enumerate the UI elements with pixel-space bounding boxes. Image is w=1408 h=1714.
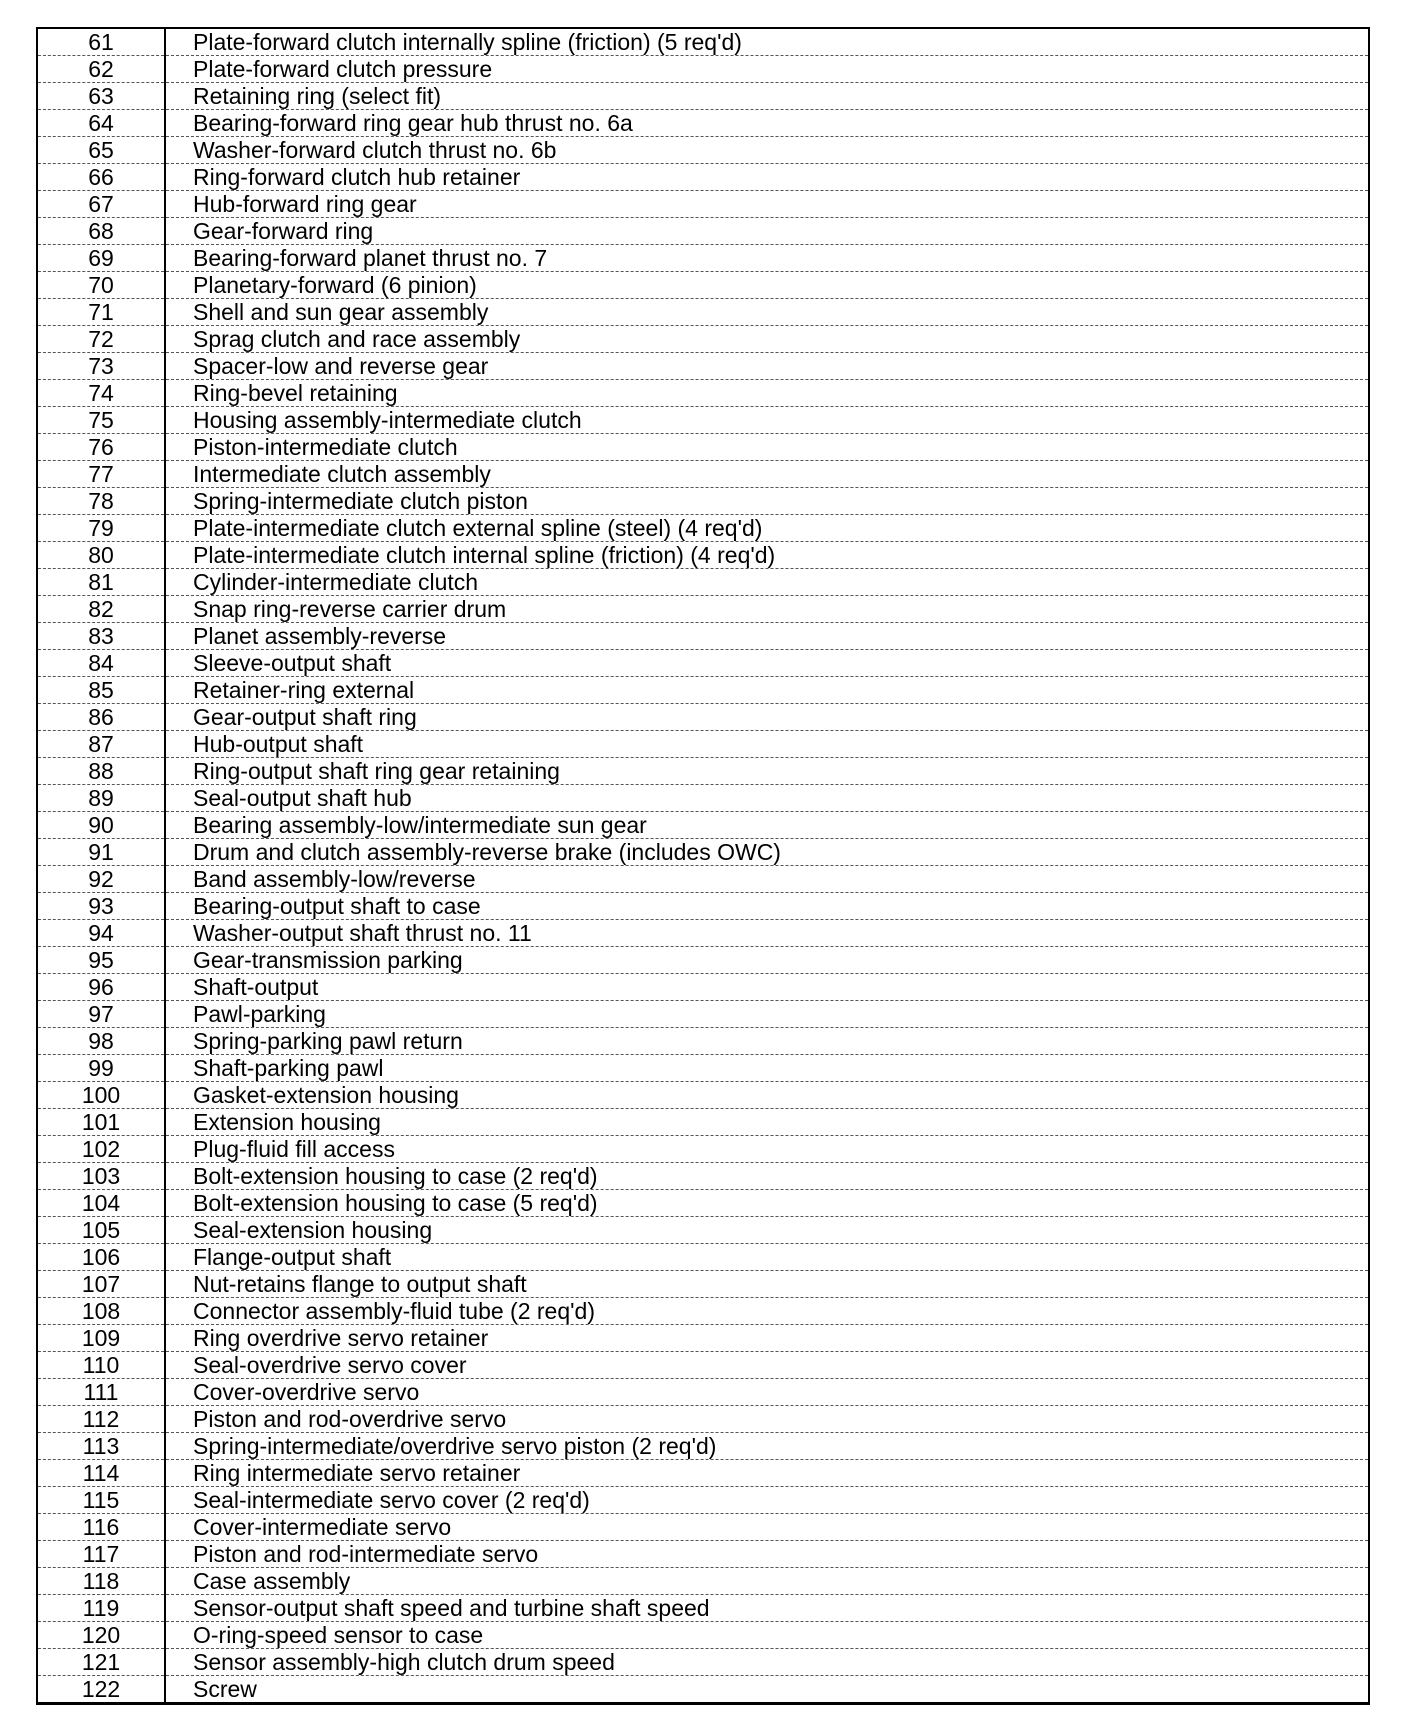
item-description: Intermediate clutch assembly — [165, 461, 1369, 488]
item-number: 95 — [37, 947, 165, 974]
item-description: Housing assembly-intermediate clutch — [165, 407, 1369, 434]
table-row — [37, 1514, 1369, 1541]
table-row — [37, 110, 1369, 137]
item-description: Washer-output shaft thrust no. 11 — [165, 920, 1369, 947]
item-number: 94 — [37, 920, 165, 947]
table-row — [37, 974, 1369, 1001]
table-row — [37, 677, 1369, 704]
item-number: 111 — [37, 1379, 165, 1406]
item-number: 83 — [37, 623, 165, 650]
item-number: 79 — [37, 515, 165, 542]
item-description: Bolt-extension housing to case (2 req'd) — [165, 1163, 1369, 1190]
item-number: 85 — [37, 677, 165, 704]
table-row — [37, 488, 1369, 515]
item-description: Piston and rod-intermediate servo — [165, 1541, 1369, 1568]
table-row — [37, 1487, 1369, 1514]
item-description: Bearing-forward planet thrust no. 7 — [165, 245, 1369, 272]
table-row — [37, 461, 1369, 488]
item-description: Spacer-low and reverse gear — [165, 353, 1369, 380]
table-row — [37, 299, 1369, 326]
item-description: Gasket-extension housing — [165, 1082, 1369, 1109]
table-row — [37, 1109, 1369, 1136]
item-number: 105 — [37, 1217, 165, 1244]
item-description: Cover-intermediate servo — [165, 1514, 1369, 1541]
item-number: 93 — [37, 893, 165, 920]
item-description: Seal-extension housing — [165, 1217, 1369, 1244]
item-description: Gear-forward ring — [165, 218, 1369, 245]
item-number: 113 — [37, 1433, 165, 1460]
item-number: 120 — [37, 1622, 165, 1649]
table-row — [37, 839, 1369, 866]
item-number: 110 — [37, 1352, 165, 1379]
item-description: Band assembly-low/reverse — [165, 866, 1369, 893]
item-number: 90 — [37, 812, 165, 839]
item-description: Screw — [193, 1676, 257, 1702]
table-row — [37, 245, 1369, 272]
item-description: Ring-bevel retaining — [165, 380, 1369, 407]
table-row — [37, 1541, 1369, 1568]
item-number: 98 — [37, 1028, 165, 1055]
item-number: 73 — [37, 353, 165, 380]
item-description: Shaft-output — [165, 974, 1369, 1001]
item-description: Nut-retains flange to output shaft — [165, 1271, 1369, 1298]
item-number: 84 — [37, 650, 165, 677]
item-description: Bearing assembly-low/intermediate sun gear — [165, 812, 1369, 839]
item-number: 91 — [37, 839, 165, 866]
item-description: Case assembly — [165, 1568, 1369, 1595]
item-number: 112 — [37, 1406, 165, 1433]
item-number: 78 — [37, 488, 165, 515]
item-number: 65 — [37, 137, 165, 164]
table-row — [37, 1460, 1369, 1487]
item-number: 100 — [37, 1082, 165, 1109]
item-description: Ring overdrive servo retainer — [165, 1325, 1369, 1352]
table-row — [37, 1325, 1369, 1352]
item-number: 64 — [37, 110, 165, 137]
table-row — [37, 812, 1369, 839]
item-description: Seal-overdrive servo cover — [165, 1352, 1369, 1379]
item-description: Plate-intermediate clutch internal spline (friction) (4 req'd) — [165, 542, 1369, 569]
item-number: 87 — [37, 731, 165, 758]
item-description: Piston-intermediate clutch — [165, 434, 1369, 461]
table-row — [37, 353, 1369, 380]
table-row — [37, 1136, 1369, 1163]
table-row — [37, 758, 1369, 785]
item-number: 116 — [37, 1514, 165, 1541]
item-description: Bearing-forward ring gear hub thrust no. 6a — [165, 110, 1369, 137]
item-description: Sleeve-output shaft — [165, 650, 1369, 677]
item-number: 88 — [37, 758, 165, 785]
item-number: 74 — [37, 380, 165, 407]
table-row — [37, 893, 1369, 920]
table-row — [37, 1379, 1369, 1406]
table-row — [37, 137, 1369, 164]
item-number: 117 — [37, 1541, 165, 1568]
item-number: 63 — [37, 83, 165, 110]
table-row — [37, 947, 1369, 974]
table-row — [37, 1433, 1369, 1460]
table-row — [37, 515, 1369, 542]
table-row — [37, 866, 1369, 893]
item-description: Pawl-parking — [165, 1001, 1369, 1028]
item-number: 114 — [37, 1460, 165, 1487]
item-number: 86 — [37, 704, 165, 731]
table-row — [37, 1406, 1369, 1433]
item-description: Ring-output shaft ring gear retaining — [165, 758, 1369, 785]
item-description: Gear-output shaft ring — [165, 704, 1369, 731]
item-description: Bearing-output shaft to case — [165, 893, 1369, 920]
item-number: 68 — [37, 218, 165, 245]
table-row — [37, 1244, 1369, 1271]
item-number: 62 — [37, 56, 165, 83]
item-description: Spring-intermediate/overdrive servo piston (2 req'd) — [165, 1433, 1369, 1460]
item-number: 101 — [37, 1109, 165, 1136]
item-description: Ring intermediate servo retainer — [165, 1460, 1369, 1487]
table-row — [37, 1163, 1369, 1190]
item-description: Retainer-ring external — [165, 677, 1369, 704]
table-row — [37, 1352, 1369, 1379]
item-number: 122 — [37, 1676, 165, 1704]
item-description: Hub-forward ring gear — [165, 191, 1369, 218]
item-number: 96 — [37, 974, 165, 1001]
item-number: 89 — [37, 785, 165, 812]
table-row — [37, 1271, 1369, 1298]
item-number: 97 — [37, 1001, 165, 1028]
item-description: Plate-forward clutch internally spline (friction) (5 req'd) — [165, 28, 1369, 56]
table-row — [37, 1649, 1369, 1676]
table-row — [37, 1082, 1369, 1109]
table-row — [37, 1055, 1369, 1082]
table-row — [37, 785, 1369, 812]
item-number: 115 — [37, 1487, 165, 1514]
item-description: Retaining ring (select fit) — [165, 83, 1369, 110]
table-row — [37, 569, 1369, 596]
item-number: 72 — [37, 326, 165, 353]
item-description: Piston and rod-overdrive servo — [165, 1406, 1369, 1433]
item-number: 107 — [37, 1271, 165, 1298]
table-row — [37, 1298, 1369, 1325]
table-row — [37, 1028, 1369, 1055]
item-number: 102 — [37, 1136, 165, 1163]
item-description: Gear-transmission parking — [165, 947, 1369, 974]
item-description: Snap ring-reverse carrier drum — [165, 596, 1369, 623]
item-number: 108 — [37, 1298, 165, 1325]
item-description: Planet assembly-reverse — [165, 623, 1369, 650]
item-description: Seal-output shaft hub — [165, 785, 1369, 812]
table-row — [37, 407, 1369, 434]
item-number: 75 — [37, 407, 165, 434]
item-description: Cover-overdrive servo — [165, 1379, 1369, 1406]
table-row — [37, 704, 1369, 731]
item-description: Hub-output shaft — [165, 731, 1369, 758]
table-row — [37, 434, 1369, 461]
item-description: Plug-fluid fill access — [165, 1136, 1369, 1163]
table-row — [37, 542, 1369, 569]
parts-table-body — [37, 28, 1369, 1704]
table-row — [37, 1190, 1369, 1217]
item-description: Flange-output shaft — [165, 1244, 1369, 1271]
item-description: Sprag clutch and race assembly — [165, 326, 1369, 353]
parts-table — [36, 27, 1370, 1705]
item-number: 77 — [37, 461, 165, 488]
item-number: 81 — [37, 569, 165, 596]
item-number: 69 — [37, 245, 165, 272]
item-number: 61 — [37, 28, 165, 56]
item-number: 92 — [37, 866, 165, 893]
table-row — [37, 191, 1369, 218]
item-description: Drum and clutch assembly-reverse brake (includes OWC) — [165, 839, 1369, 866]
item-number: 80 — [37, 542, 165, 569]
item-description: Shell and sun gear assembly — [165, 299, 1369, 326]
table-row — [37, 83, 1369, 110]
item-number: 104 — [37, 1190, 165, 1217]
item-description: Spring-intermediate clutch piston — [165, 488, 1369, 515]
item-description: Washer-forward clutch thrust no. 6b — [165, 137, 1369, 164]
item-number: 121 — [37, 1649, 165, 1676]
item-number: 119 — [37, 1595, 165, 1622]
table-row — [37, 1001, 1369, 1028]
table-row — [37, 1568, 1369, 1595]
item-description: Ring-forward clutch hub retainer — [165, 164, 1369, 191]
item-number: 71 — [37, 299, 165, 326]
table-row — [37, 28, 1369, 56]
item-number: 103 — [37, 1163, 165, 1190]
item-number: 66 — [37, 164, 165, 191]
item-description: Sensor assembly-high clutch drum speed — [165, 1649, 1369, 1676]
item-description: Sensor-output shaft speed and turbine shaft speed — [165, 1595, 1369, 1622]
table-row — [37, 1217, 1369, 1244]
table-row — [37, 731, 1369, 758]
table-row — [37, 623, 1369, 650]
table-row — [37, 1595, 1369, 1622]
item-number: 82 — [37, 596, 165, 623]
item-number: 70 — [37, 272, 165, 299]
item-description: Seal-intermediate servo cover (2 req'd) — [165, 1487, 1369, 1514]
item-description: Connector assembly-fluid tube (2 req'd) — [165, 1298, 1369, 1325]
item-number: 67 — [37, 191, 165, 218]
item-description: Bolt-extension housing to case (5 req'd) — [165, 1190, 1369, 1217]
item-description: Planetary-forward (6 pinion) — [165, 272, 1369, 299]
item-number: 118 — [37, 1568, 165, 1595]
table-row — [37, 272, 1369, 299]
item-description: Plate-forward clutch pressure — [165, 56, 1369, 83]
table-row — [37, 920, 1369, 947]
item-number: 109 — [37, 1325, 165, 1352]
item-number: 99 — [37, 1055, 165, 1082]
table-row — [37, 56, 1369, 83]
table-row — [37, 1622, 1369, 1649]
table-row — [37, 380, 1369, 407]
item-number: 106 — [37, 1244, 165, 1271]
table-row — [37, 650, 1369, 677]
item-description: Extension housing — [165, 1109, 1369, 1136]
table-row — [37, 218, 1369, 245]
item-number: 76 — [37, 434, 165, 461]
table-row — [37, 164, 1369, 191]
item-description: Shaft-parking pawl — [165, 1055, 1369, 1082]
item-description: Plate-intermediate clutch external spline (steel) (4 req'd) — [165, 515, 1369, 542]
item-description: Cylinder-intermediate clutch — [165, 569, 1369, 596]
item-description: Spring-parking pawl return — [165, 1028, 1369, 1055]
table-row — [37, 1676, 1369, 1704]
table-row — [37, 596, 1369, 623]
table-row — [37, 326, 1369, 353]
item-description: O-ring-speed sensor to case — [165, 1622, 1369, 1649]
